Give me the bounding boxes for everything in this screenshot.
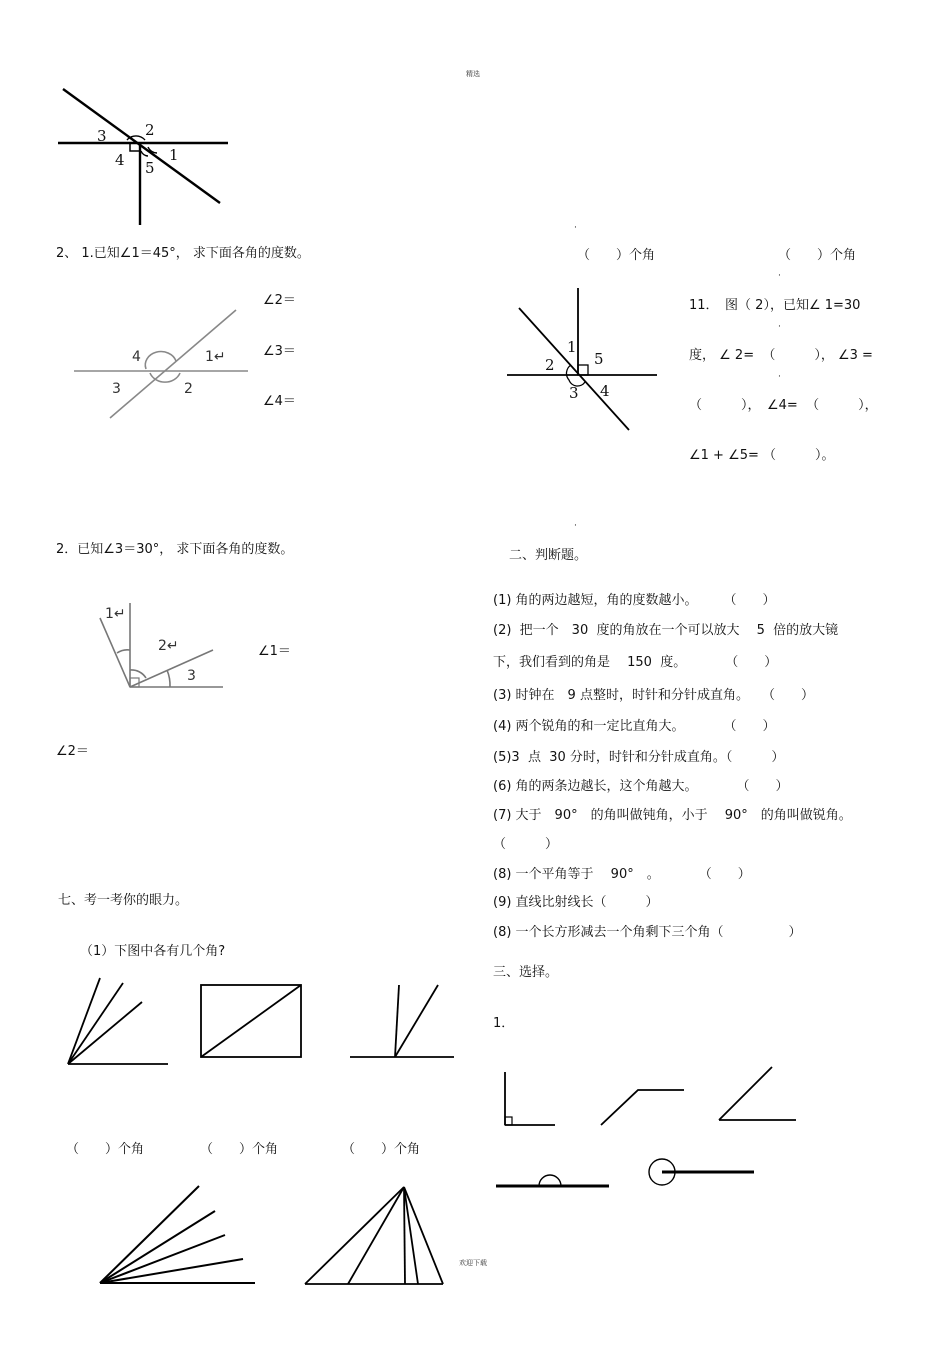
- angle-label: 2: [145, 121, 155, 139]
- judgment-item: (8) 一个长方形减去一个角剩下三个角（ ）: [493, 925, 802, 940]
- section-7-q1: （1）下图中各有几个角?: [80, 944, 226, 959]
- figure-right-angle: [503, 1070, 558, 1128]
- angle-label: 5: [594, 350, 604, 368]
- figure-rays-3: [60, 975, 175, 1070]
- judgment-item: (1) 角的两边越短，角的度数越小。 （ ）: [493, 593, 776, 608]
- figure-labels-top: [97, 121, 179, 177]
- stray-dot: ·: [778, 372, 781, 382]
- q11-line-1: 11． 图（ 2），已知∠ 1=30: [689, 298, 861, 313]
- answer-angle-2: ∠2＝: [263, 293, 296, 308]
- judgment-item: (5)3 点 30 分时，时针和分针成直角。（ ）: [493, 750, 785, 765]
- judgment-item: 下，我们看到的角是 150 度。 （ ）: [493, 655, 778, 670]
- judgment-item: (9) 直线比射线长（ ）: [493, 895, 659, 910]
- angle-label: 2: [184, 381, 193, 397]
- figure-straight-angle: [494, 1170, 612, 1190]
- answer-angle-1: ∠1＝: [258, 644, 291, 659]
- figure-rectangle-diagonal: [200, 984, 304, 1060]
- angle-label: 4: [132, 349, 141, 365]
- judgment-item: （ ）: [493, 837, 559, 852]
- q11-line-3: （ ）， ∠4= （ ），: [689, 398, 878, 413]
- angle-label: 4: [115, 151, 125, 169]
- angle-label: 1: [567, 338, 577, 356]
- stray-dot: ·: [574, 223, 577, 233]
- angle-label: 3: [112, 381, 121, 397]
- stray-dot: ·: [778, 271, 781, 281]
- angle-label: 1↵: [105, 606, 126, 622]
- figure-acute-angle: [716, 1064, 800, 1124]
- angle-label: 1: [169, 146, 179, 164]
- section-3-title: 三、选择。: [493, 965, 559, 980]
- count-blank-4: （ ）个角: [577, 248, 656, 263]
- page-header: 精选: [466, 70, 480, 78]
- figure-q11: [505, 286, 660, 434]
- angle-label: 3: [97, 127, 107, 145]
- angle-label: 3: [187, 668, 196, 684]
- figure-round-angle: [646, 1156, 758, 1190]
- figure-line-with-rays: [348, 982, 456, 1060]
- judgment-item: (4) 两个锐角的和一定比直角大。 （ ）: [493, 719, 776, 734]
- judgment-item: (8) 一个平角等于 90° 。 （ ）: [493, 867, 751, 882]
- count-blank-1: （ ）个角: [66, 1142, 145, 1157]
- stray-dot: ·: [574, 521, 577, 531]
- judgment-item: (2) 把一个 30 度的角放在一个可以放大 5 倍的放大镜: [493, 623, 839, 638]
- count-blank-3: （ ）个角: [342, 1142, 421, 1157]
- figure-q2-2: [95, 598, 230, 693]
- angle-label: 2: [545, 356, 555, 374]
- question-2-1: 2、 1.已知∠1＝45°， 求下面各角的度数。: [56, 246, 310, 261]
- judgment-item: (7) 大于 90° 的角叫做钝角，小于 90° 的角叫做锐角。: [493, 808, 852, 823]
- count-blank-5: （ ）个角: [778, 248, 857, 263]
- figure-intersecting-lines-top: [55, 85, 235, 230]
- q11-line-4: ∠1 + ∠5= （ ）。: [689, 448, 835, 463]
- angle-label: 1↵: [205, 349, 226, 365]
- answer-angle-4: ∠4＝: [263, 394, 296, 409]
- angle-label: 2↵: [158, 638, 179, 654]
- question-2-2: 2．已知∠3＝30°， 求下面各角的度数。: [56, 542, 294, 557]
- choice-q1: 1．: [493, 1016, 515, 1031]
- figure-triangle-lines: [302, 1184, 447, 1288]
- figure-fan-rays: [97, 1183, 259, 1287]
- stray-dot: ·: [778, 322, 781, 332]
- answer-angle-3: ∠3＝: [263, 344, 296, 359]
- q11-line-2: 度， ∠ 2= （ ）， ∠3 =: [689, 348, 873, 363]
- page-footer: 欢迎下载: [459, 1259, 487, 1267]
- figure-bent-line: [598, 1087, 688, 1129]
- section-7-title: 七、考一考你的眼力。: [58, 893, 189, 908]
- count-blank-2: （ ）个角: [200, 1142, 279, 1157]
- judgment-item: (6) 角的两条边越长，这个角越大。 （ ）: [493, 779, 789, 794]
- judgment-item: (3) 时钟在 9 点整时，时针和分针成直角。 （ ）: [493, 688, 814, 703]
- answer-angle-2b: ∠2＝: [56, 744, 89, 759]
- angle-label: 4: [600, 382, 610, 400]
- angle-label: 3: [569, 384, 579, 402]
- figure-q2-1: [72, 305, 252, 425]
- angle-label: 5: [145, 159, 155, 177]
- section-2-title: 二、判断题。: [509, 548, 588, 563]
